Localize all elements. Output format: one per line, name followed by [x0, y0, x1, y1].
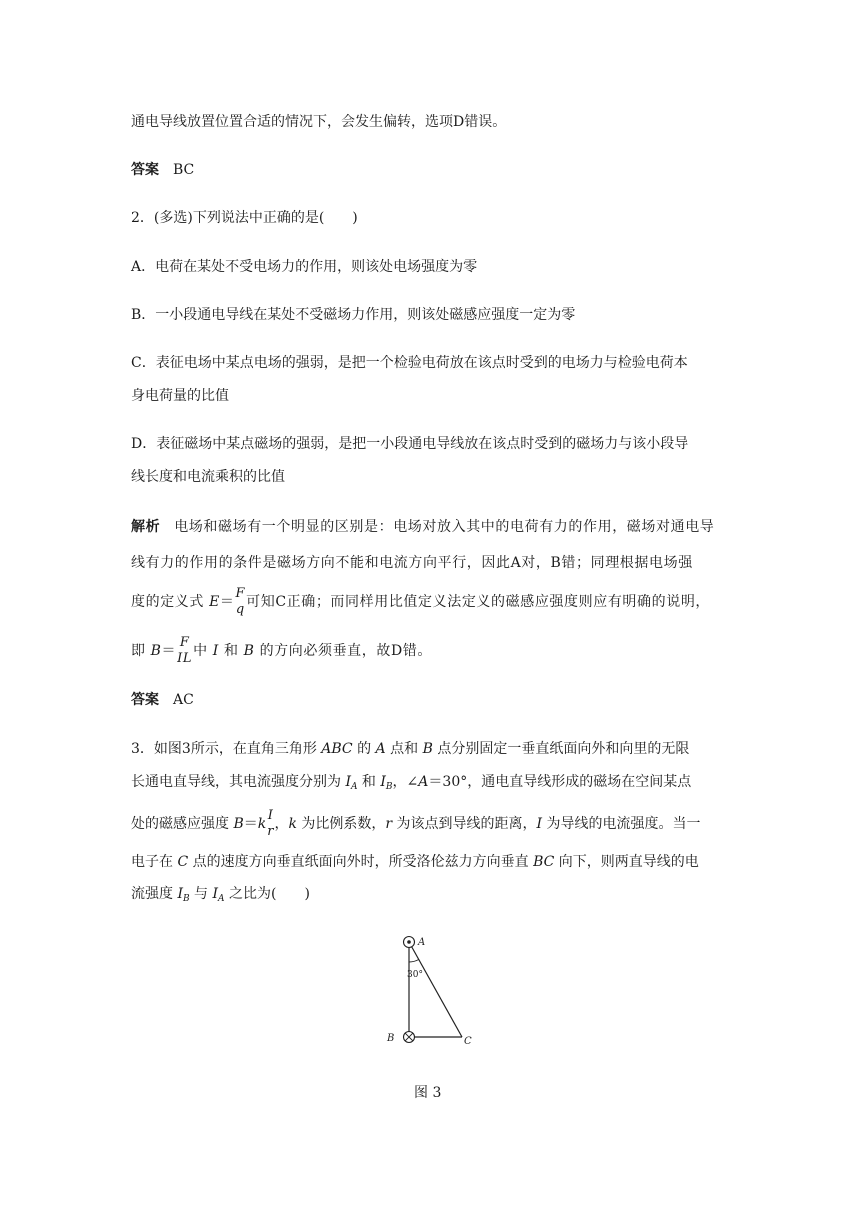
q3-text: 为比例系数，: [296, 816, 386, 832]
math-sub: A: [350, 782, 358, 792]
q3-text: 点分别固定一垂直纸面向外和向里的无限: [432, 741, 690, 757]
math-var: r: [385, 816, 393, 832]
q3-line1: [131, 739, 689, 759]
fraction-den: IL: [177, 651, 193, 666]
analysis-text: 的方向必须垂直，故D错。: [254, 643, 432, 659]
math-var: k: [288, 816, 297, 832]
q3-text: ，∠: [392, 774, 419, 790]
q3-text: 向下，则两直导线的电: [554, 854, 699, 870]
fraction-num: I: [267, 808, 273, 823]
math-var: I: [345, 774, 351, 790]
math-var: B: [422, 741, 433, 757]
q2-option-b: B．一小段通电导线在某处不受磁场力作用，则该处磁感应强度一定为零: [131, 307, 576, 323]
fraction-den: r: [267, 824, 274, 839]
math-var: A: [375, 741, 386, 757]
q3-text: 流强度: [131, 886, 178, 902]
q3-text: ＝30°，通电直导线形成的磁场在空间某点: [428, 774, 692, 790]
q3-line2: [131, 772, 691, 797]
q2-answer: [131, 690, 194, 710]
analysis-text: 度的定义式: [131, 594, 210, 610]
math-eq: ＝: [243, 816, 258, 832]
math-var: A: [418, 774, 429, 790]
answer-label: 答案: [131, 692, 159, 708]
q2-option-a: A．电荷在某处不受电场力的作用，则该处电场强度为零: [131, 259, 478, 275]
q2-option-c-line2: 身电荷量的比值: [131, 388, 229, 404]
math-eq: ＝: [219, 594, 235, 610]
q3-line5: [131, 884, 310, 909]
fraction-num: F: [179, 635, 190, 650]
math-var: ABC: [321, 741, 353, 757]
q3-text: 电子在: [131, 854, 178, 870]
math-var: B: [150, 643, 162, 659]
math-var: I: [536, 816, 543, 832]
angle-label: 30°: [407, 970, 423, 980]
analysis-text: 中: [193, 643, 213, 659]
math-var: I: [380, 774, 386, 790]
q1-answer: [131, 160, 194, 180]
answer-label: 答案: [131, 162, 159, 178]
math-var: I: [212, 886, 219, 902]
math-var: B: [233, 816, 244, 832]
math-var: I: [177, 886, 183, 902]
fraction-i-r: [267, 808, 273, 840]
math-var: I: [212, 643, 219, 659]
q3-text: 处的磁感应强度: [131, 816, 234, 832]
figure-caption: 图 3: [414, 1085, 442, 1101]
math-eq: ＝: [161, 643, 177, 659]
math-var: E: [209, 594, 220, 610]
label-a: A: [418, 937, 426, 948]
q2-analysis-line1: [131, 517, 714, 537]
q3-line4: [131, 852, 699, 872]
q3-text: 与: [189, 886, 213, 902]
math-sub: A: [218, 894, 225, 904]
wire-in-icon: [404, 1032, 415, 1043]
q3-text: 点的速度方向垂直纸面向外时，所受洛伦兹力方向垂直: [188, 854, 534, 870]
q2-stem: 2．(多选)下列说法中正确的是( ): [131, 210, 358, 226]
analysis-text: 即: [131, 643, 151, 659]
analysis-text: 和: [218, 643, 244, 659]
wire-out-icon: [404, 937, 415, 948]
label-c: C: [464, 1036, 472, 1047]
q2-option-d-line1: D．表征磁场中某点磁场的强弱，是把一小段通电导线放在该点时受到的磁场力与该小段导: [131, 436, 689, 452]
math-var: C: [177, 854, 189, 870]
q3-text: 之比为( ): [224, 886, 310, 902]
q3-text: ，: [274, 816, 289, 832]
fraction-b: [177, 635, 192, 667]
answer-value: BC: [173, 162, 195, 178]
q2-analysis-line3: [131, 586, 710, 618]
fraction-e: [236, 586, 246, 618]
q3-text: 点和: [385, 741, 423, 757]
answer-value: AC: [173, 692, 194, 708]
triangle-figure: [380, 928, 490, 1053]
q3-text: 长通电直导线，其电流强度分别为: [131, 774, 346, 790]
analysis-text: 可知C正确；而同样用比值定义法定义的磁感应强度则应有明确的说明，: [246, 594, 711, 610]
q3-line3: [131, 808, 701, 840]
analysis-text: 电场和磁场有一个明显的区别是：电场对放入其中的电荷有力的作用，磁场对通电导: [174, 519, 715, 535]
q3-text: 和: [357, 774, 381, 790]
q2-analysis-line2: 线有力的作用的条件是磁场方向不能和电流方向平行，因此A对，B错；同理根据电场强: [131, 555, 693, 571]
math-sub: B: [182, 894, 190, 904]
math-var: B: [243, 643, 255, 659]
label-b: B: [387, 1033, 395, 1044]
q1-tail-text: 通电导线放置位置合适的情况下，会发生偏转，选项D错误。: [131, 114, 507, 130]
q3-text: 3．如图3所示，在直角三角形: [131, 741, 322, 757]
q3-text: 为该点到导线的距离，: [392, 816, 537, 832]
angle-arc: [409, 960, 419, 963]
q2-analysis-line4: [131, 635, 432, 667]
q3-text: 的: [352, 741, 376, 757]
q2-option-d-line2: 线长度和电流乘积的比值: [131, 469, 285, 485]
fraction-den: q: [235, 602, 245, 617]
q3-text: 为导线的电流强度。当一: [542, 816, 701, 832]
math-var: BC: [533, 854, 555, 870]
math-sub: B: [385, 782, 393, 792]
fraction-num: F: [235, 586, 246, 601]
side-ac: [409, 942, 462, 1037]
analysis-label: 解析: [131, 519, 161, 535]
math-var: k: [257, 816, 267, 832]
q2-option-c-line1: C．表征电场中某点电场的强弱，是把一个检验电荷放在该点时受到的电场力与检验电荷本: [131, 355, 688, 371]
